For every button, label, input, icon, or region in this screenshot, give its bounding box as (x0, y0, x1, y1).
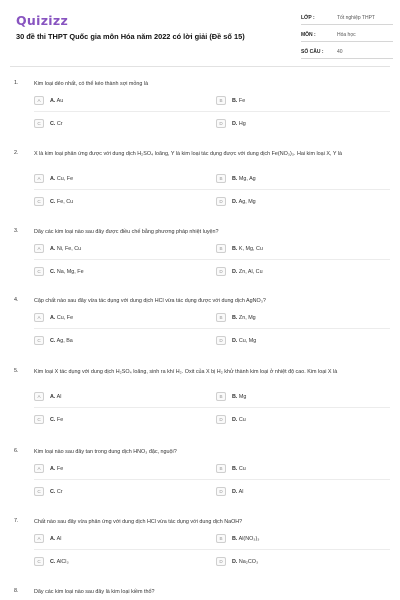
option-text: B. Cu (232, 465, 246, 472)
option-letter-box: C (34, 267, 44, 276)
option-label: D. (232, 198, 238, 205)
option-letter-box: B (216, 244, 226, 253)
option-text: A. Al (50, 535, 62, 542)
option-label: D. (232, 120, 238, 127)
option-label: A. (50, 175, 56, 182)
answer-option-b[interactable] (216, 311, 256, 324)
question-number: 7. (14, 518, 19, 524)
answer-option-a[interactable] (34, 532, 61, 545)
option-letter-box: D (216, 267, 226, 276)
option-divider (34, 328, 390, 329)
question-text: Cặp chất nào sau đây vừa tác dụng với dung dịch HCl vừa tác dụng được với dung dịch AgNO₃? (34, 298, 266, 304)
option-text: C. Fe, Cu (50, 198, 74, 205)
option-letter-box: A (34, 534, 44, 543)
option-letter-box: D (216, 119, 226, 128)
meta-value: Hóa học (337, 31, 356, 38)
answer-option-c[interactable] (34, 413, 63, 426)
option-label: D. (232, 488, 238, 495)
option-label: B. (232, 393, 238, 400)
quizizz-logo: Quizizz (16, 13, 69, 28)
option-letter-box: D (216, 487, 226, 496)
question-text: Dãy các kim loại nào sau đây là kim loại kiềm thổ? (34, 589, 155, 595)
option-letter-box: A (34, 174, 44, 183)
question-text: Kim loại nào sau đây tan trong dung dịch HNO₃ đặc, nguội? (34, 449, 177, 455)
question-text: Kim loại X tác dụng với dung dịch H₂SO₄ loãng, sinh ra khí H₂. Oxit của X bị H₂ khử thành kim loại ở nhiệt độ cao. Kim loại X là (34, 369, 338, 375)
option-letter-box: A (34, 392, 44, 401)
option-text: A. Ni, Fe, Cu (50, 245, 82, 252)
option-letter-box: C (34, 415, 44, 424)
meta-row-class (301, 11, 393, 25)
option-label: B. (232, 465, 238, 472)
document-title: 30 đề thi THPT Quốc gia môn Hóa năm 2022 có lời giải (Đề số 15) (16, 32, 245, 41)
option-label: D. (232, 558, 238, 565)
option-label: A. (50, 314, 56, 321)
option-divider (34, 111, 390, 112)
option-letter-box: D (216, 557, 226, 566)
meta-key: SỐ CÂU : (301, 48, 324, 55)
question-number: 6. (14, 448, 19, 454)
question-number: 8. (14, 588, 19, 594)
option-letter-box: B (216, 464, 226, 473)
answer-option-a[interactable] (34, 462, 63, 475)
option-label: C. (50, 558, 56, 565)
option-letter-box: D (216, 197, 226, 206)
option-letter-box: C (34, 487, 44, 496)
answer-option-a[interactable] (34, 242, 81, 255)
answer-option-d[interactable] (216, 117, 246, 130)
option-text: C. Fe (50, 416, 64, 423)
answer-option-b[interactable] (216, 532, 259, 545)
option-text: B. Al(NO₃)₃ (232, 535, 260, 542)
option-letter-box: A (34, 464, 44, 473)
option-divider (34, 407, 390, 408)
option-letter-box: B (216, 313, 226, 322)
question-text: X là kim loại phản ứng được với dung dịch H₂SO₄ loãng, Y là kim loại tác dụng được với dung dịch Fe(NO₃)₃. Hai kim loại X, Y là (34, 151, 343, 157)
option-text: D. Hg (232, 120, 246, 127)
answer-option-d[interactable] (216, 555, 258, 568)
option-letter-box: C (34, 557, 44, 566)
option-letter-box: C (34, 336, 44, 345)
option-text: C. Na, Mg, Fe (50, 268, 84, 275)
option-label: C. (50, 198, 56, 205)
option-text: B. K, Mg, Cu (232, 245, 263, 252)
option-letter-box: A (34, 244, 44, 253)
answer-option-d[interactable] (216, 485, 243, 498)
option-letter-box: B (216, 392, 226, 401)
answer-option-a[interactable] (34, 390, 61, 403)
question-number: 1. (14, 80, 19, 86)
question-number: 2. (14, 150, 19, 156)
option-letter-box: D (216, 415, 226, 424)
option-letter-box: A (34, 313, 44, 322)
option-letter-box: B (216, 174, 226, 183)
option-label: B. (232, 314, 238, 321)
question-text: Chất nào sau đây vừa phản ứng với dung dịch HCl vừa tác dụng với dung dịch NaOH? (34, 519, 243, 525)
question-number: 3. (14, 228, 19, 234)
option-text: A. Cu, Fe (50, 175, 74, 182)
option-letter-box: D (216, 336, 226, 345)
option-text: A. Al (50, 393, 62, 400)
header-divider (10, 66, 390, 67)
answer-option-d[interactable] (216, 334, 256, 347)
option-label: B. (232, 175, 238, 182)
answer-option-a[interactable] (34, 172, 73, 185)
meta-row-subject (301, 28, 393, 42)
option-text: C. Cr (50, 488, 63, 495)
option-text: C. AlCl₃ (50, 558, 69, 565)
option-text: C. Cr (50, 120, 63, 127)
meta-row-question-count (301, 45, 393, 59)
answer-option-d[interactable] (216, 195, 256, 208)
option-label: A. (50, 245, 56, 252)
meta-key: MÔN : (301, 31, 316, 38)
meta-key: LỚP : (301, 14, 315, 21)
option-label: D. (232, 416, 238, 423)
answer-option-c[interactable] (34, 485, 63, 498)
option-divider (34, 189, 390, 190)
option-label: B. (232, 245, 238, 252)
answer-option-b[interactable] (216, 242, 263, 255)
answer-option-b[interactable] (216, 462, 246, 475)
page-header (0, 0, 400, 64)
meta-value: Tốt nghiệp THPT (337, 14, 375, 21)
option-divider (34, 259, 390, 260)
question-number: 5. (14, 368, 19, 374)
option-text: A. Fe (50, 465, 64, 472)
option-label: C. (50, 488, 56, 495)
option-letter-box: C (34, 119, 44, 128)
answer-option-a[interactable] (34, 311, 73, 324)
option-text: D. Al (232, 488, 244, 495)
option-label: A. (50, 535, 56, 542)
answer-option-b[interactable] (216, 172, 256, 185)
answer-option-a[interactable] (34, 94, 63, 107)
option-text: B. Zn, Mg (232, 314, 256, 321)
option-text: C. Ag, Ba (50, 337, 73, 344)
meta-panel (301, 11, 393, 62)
answer-option-b[interactable] (216, 94, 245, 107)
answer-option-b[interactable] (216, 390, 246, 403)
option-text: D. Ag, Mg (232, 198, 256, 205)
option-label: C. (50, 120, 56, 127)
option-text: B. Mg, Ag (232, 175, 256, 182)
option-text: D. Cu, Mg (232, 337, 257, 344)
option-letter-box: B (216, 96, 226, 105)
option-text: A. Au (50, 97, 64, 104)
option-letter-box: B (216, 534, 226, 543)
answer-option-c[interactable] (34, 117, 63, 130)
option-text: D. Cu (232, 416, 246, 423)
option-letter-box: A (34, 96, 44, 105)
option-divider (34, 549, 390, 550)
option-label: A. (50, 465, 56, 472)
answer-option-d[interactable] (216, 265, 263, 278)
option-label: D. (232, 268, 238, 275)
option-letter-box: C (34, 197, 44, 206)
option-text: D. Na₂CO₃ (232, 558, 259, 565)
question-number: 4. (14, 297, 19, 303)
option-text: B. Mg (232, 393, 247, 400)
option-text: A. Cu, Fe (50, 314, 74, 321)
option-label: B. (232, 535, 238, 542)
meta-value: 40 (337, 48, 343, 55)
option-text: B. Fe (232, 97, 246, 104)
option-label: C. (50, 337, 56, 344)
option-label: D. (232, 337, 238, 344)
question-text: Kim loại dẻo nhất, có thể kéo thành sợi mỏng là (34, 81, 149, 87)
option-label: C. (50, 416, 56, 423)
option-label: C. (50, 268, 56, 275)
option-label: B. (232, 97, 238, 104)
answer-option-c[interactable] (34, 265, 84, 278)
option-label: A. (50, 393, 56, 400)
answer-option-d[interactable] (216, 413, 246, 426)
answer-option-c[interactable] (34, 555, 69, 568)
answer-option-c[interactable] (34, 195, 73, 208)
option-label: A. (50, 97, 56, 104)
question-text: Dãy các kim loại nào sau đây được điều chế bằng phương pháp nhiệt luyện? (34, 229, 219, 235)
answer-option-c[interactable] (34, 334, 73, 347)
option-divider (34, 479, 390, 480)
option-text: D. Zn, Al, Cu (232, 268, 263, 275)
